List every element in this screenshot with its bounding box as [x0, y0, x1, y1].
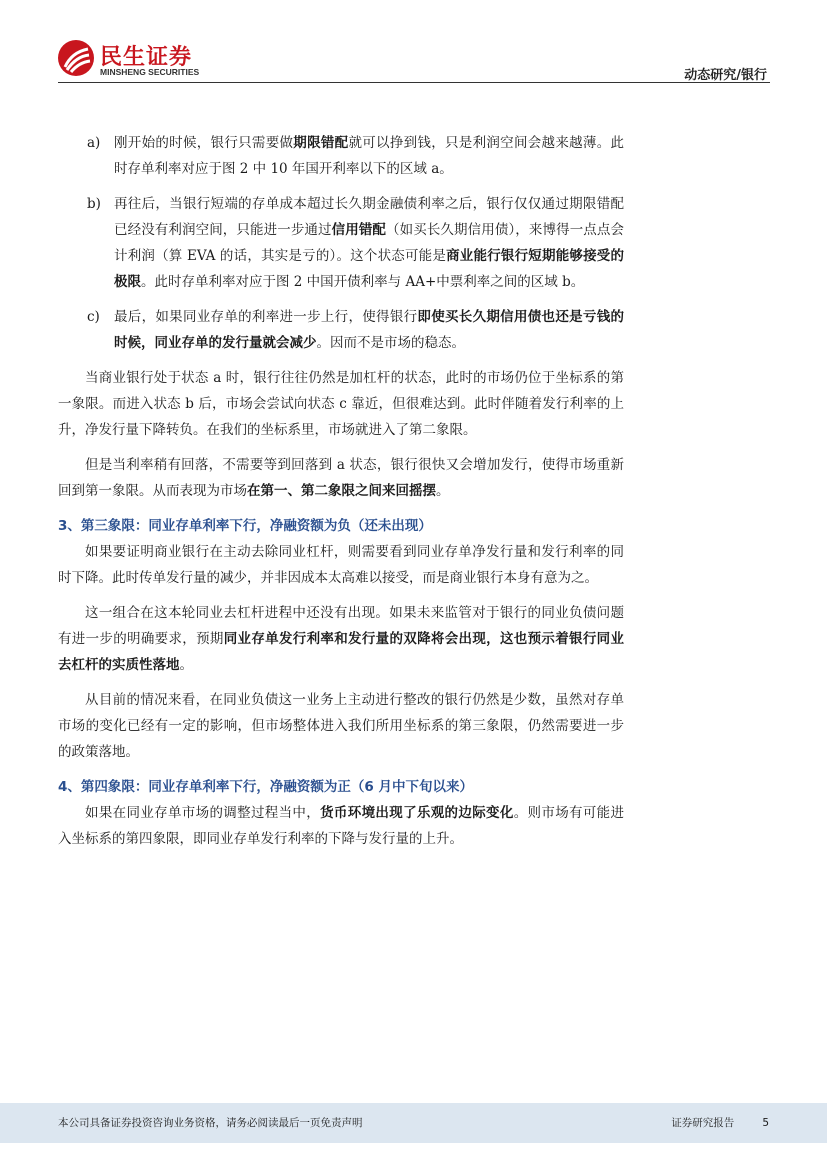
document-body: [58, 130, 624, 861]
text-run: 再往后，当银行短端的存单成本超过长久期金融债利率之后，银行仅仅通过期限错配已经没有利润空间，只能进一步通过: [114, 196, 624, 238]
list-marker: a): [87, 135, 101, 151]
page-header: [0, 0, 827, 90]
footer-disclaimer: 本公司具备证券投资咨询业务资格，请务必阅读最后一页免责声明: [58, 1117, 363, 1129]
bold-text-run: 信用错配: [331, 222, 387, 238]
body-paragraph: [58, 687, 624, 765]
text-run: 这一组合在这本轮同业去杠杆进程中还没有出现。如果未来监管对于银行的同业负债问题有进一步的明确要求，预期: [58, 605, 624, 647]
list-item-text: [114, 191, 624, 295]
body-paragraph: [58, 365, 624, 443]
text-run: 。: [436, 483, 450, 499]
list-item-text: [114, 130, 624, 182]
body-paragraph: [58, 539, 624, 591]
logo-emblem-icon: [58, 40, 94, 76]
page-footer: [0, 1103, 827, 1143]
paragraph-group-3: [58, 539, 624, 765]
bold-text-run: 货币环境出现了乐观的边际变化: [320, 805, 514, 821]
footer-right: [671, 1115, 769, 1130]
bold-text-run: 同业存单发行利率和发行量的双降将会出现，这也预示着银行同业去杠杆的实质性落地: [58, 631, 624, 673]
bold-text-run: 商业能行银行短期能够接受的极限: [114, 248, 624, 290]
body-paragraph: [58, 800, 624, 852]
header-divider: [58, 82, 770, 83]
paragraph-group-4: [58, 800, 624, 852]
text-run: 如果要证明商业银行在主动去除同业杠杆，则需要看到同业存单净发行量和发行利率的同时下降。此时传单发行量的减少，并非因成本太高难以接受，而是商业银行本身有意为之。: [58, 544, 624, 586]
report-type-label: 动态研究/银行: [684, 68, 767, 83]
list-marker: b): [87, 196, 101, 212]
list-item: [58, 191, 624, 295]
footer-report-label: 证券研究报告: [671, 1117, 735, 1129]
section-4-heading: 4、第四象限：同业存单利率下行，净融资额为正（6 月中下旬以来）: [58, 779, 473, 795]
list-item: [58, 130, 624, 182]
text-run: 。因而不是市场的稳态。: [316, 335, 465, 351]
logo-chinese-name: 民生证券: [100, 45, 193, 70]
page-number: 5: [762, 1117, 769, 1129]
section-3-heading: 3、第三象限：同业存单利率下行，净融资额为负（还未出现）: [58, 518, 432, 534]
bold-text-run: 期限错配: [293, 135, 349, 151]
text-run: 。: [179, 657, 193, 673]
text-run: 当商业银行处于状态 a 时，银行往往仍然是加杠杆的状态，此时的市场仍位于坐标系的第一象限。而进入状态 b 后，市场会尝试向状态 c 靠近，但很难达到。此时伴随着发行利率的上升，净发行量下降转负。在我们的坐标系里，市场就进入了第二象限。: [58, 370, 624, 438]
state-list: [58, 130, 624, 356]
list-item-text: [114, 304, 624, 356]
company-logo: [58, 40, 208, 80]
logo-english-name: MINSHENG SECURITIES: [100, 67, 200, 77]
text-run: 从目前的情况来看，在同业负债这一业务上主动进行整改的银行仍然是少数，虽然对存单市场的变化已经有一定的影响，但市场整体进入我们所用坐标系的第三象限，仍然需要进一步的政策落地。: [58, 692, 624, 760]
list-marker: c): [87, 309, 100, 325]
text-run: 最后，如果同业存单的利率进一步上行，使得银行: [114, 309, 418, 325]
paragraph-group-1: [58, 365, 624, 504]
body-paragraph: [58, 600, 624, 678]
text-run: 。此时存单利率对应于图 2 中国开债利率与 AA+中票利率之间的区域 b。: [141, 274, 585, 290]
body-paragraph: [58, 452, 624, 504]
bold-text-run: 在第一、第二象限之间来回摇摆: [247, 483, 436, 499]
text-run: 但是当利率稍有回落，不需要等到回落到 a 状态，银行很快又会增加发行，使得市场重新回到第一象限。从而表现为市场: [58, 457, 624, 499]
text-run: （如买长久期信用债），来博得一点点会计利润（算 EVA 的话，其实是亏的）。这个状态可能是: [114, 222, 625, 264]
text-run: 刚开始的时候，银行只需要做: [114, 135, 294, 151]
list-item: [58, 304, 624, 356]
text-run: 就可以挣到钱，只是利润空间会越来越薄。此时存单利率对应于图 2 中 10 年国开利率以下的区域 a。: [114, 135, 625, 177]
text-run: 。则市场有可能进入坐标系的第四象限，即同业存单发行利率的下降与发行量的上升。: [58, 805, 625, 847]
text-run: 如果在同业存单市场的调整过程当中，: [85, 805, 321, 821]
bold-text-run: 即使买长久期信用债也还是亏钱的时候，同业存单的发行量就会减少: [114, 309, 625, 351]
